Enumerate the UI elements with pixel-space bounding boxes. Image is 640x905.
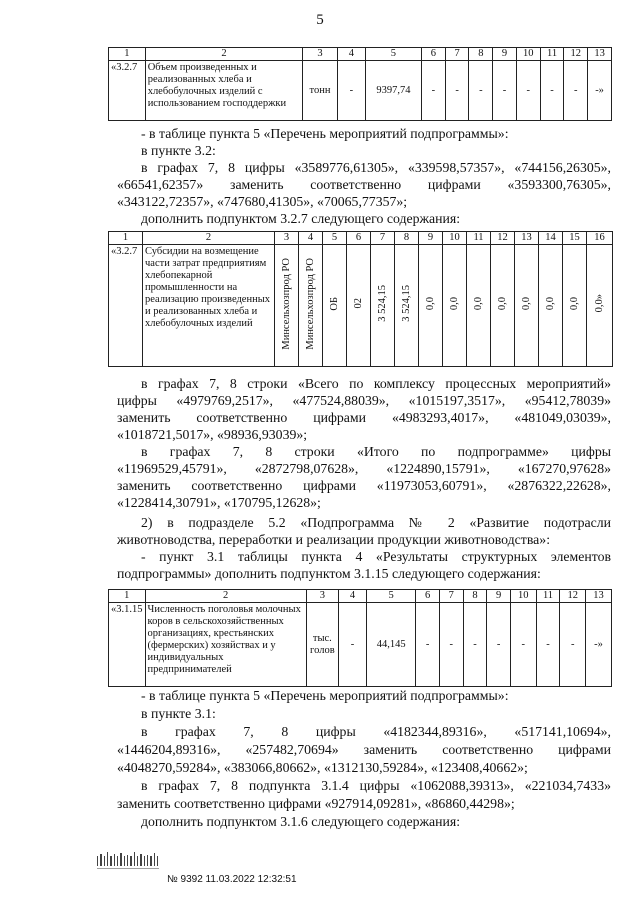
value-cell	[371, 245, 395, 367]
text-line: - в таблице пункта 5 «Перечень мероприятий подпрограммы»:	[141, 688, 509, 703]
cell: -	[337, 61, 365, 121]
executor-text: Минсельхозпрод РО	[280, 257, 292, 350]
header-cell: 9	[419, 232, 443, 245]
header-cell: 1	[109, 48, 146, 61]
table-header-row	[109, 590, 612, 603]
value-cell	[587, 245, 613, 367]
text-line: в графах 7, 8 строки «Итого по подпрограмме» цифры	[141, 444, 611, 459]
cell: -»	[586, 603, 612, 687]
header-cell: 13	[588, 48, 612, 61]
cell: -	[536, 603, 560, 687]
cell: -	[487, 603, 511, 687]
text-line: 2) в подразделе 5.2 «Подпрограмма № 2 «Развитие подотрасли	[141, 515, 611, 530]
header-cell: 8	[463, 590, 487, 603]
header-cell: 5	[323, 232, 347, 245]
cell: -	[416, 603, 440, 687]
text-line: заменить соответственно цифрами «927914,09281», «86860,44298»;	[117, 796, 515, 811]
text-line: «4048270,59284», «383066,80662», «1312130,59284», «123408,40662»;	[117, 760, 528, 775]
executor-cell	[275, 245, 299, 367]
header-cell: 2	[143, 232, 275, 245]
participant-cell	[299, 245, 323, 367]
value-cell	[515, 245, 539, 367]
cell: -	[564, 61, 588, 121]
value-cell	[443, 245, 467, 367]
text-line: «1228414,30791», «170795,12628»;	[117, 495, 321, 510]
value-cell	[539, 245, 563, 367]
row-name: Объем произведенных и реализованных хлеба и хлебобулочных изделий с использованием господдержки	[145, 61, 303, 121]
value-text: 0,0	[520, 296, 532, 311]
header-cell: 3	[303, 48, 338, 61]
table-header-row	[109, 232, 613, 245]
cell: -	[510, 603, 536, 687]
row-code: «3.1.15	[109, 603, 146, 687]
header-cell: 7	[439, 590, 463, 603]
value-text: 0,0	[424, 296, 436, 311]
source-cell	[323, 245, 347, 367]
measures-table-3-2-7	[108, 231, 613, 367]
results-table-3-2-7	[108, 47, 612, 121]
text-line: в графах 7, 8 цифры «4182344,89316», «517141,10694»,	[141, 724, 611, 739]
value-cell	[419, 245, 443, 367]
header-cell: 4	[299, 232, 323, 245]
header-cell: 7	[371, 232, 395, 245]
header-cell: 6	[416, 590, 440, 603]
text-line: заменить соответственно цифрами «4983293,4017», «481049,03039»,	[117, 410, 611, 425]
header-cell: 11	[536, 590, 560, 603]
text-line: дополнить подпунктом 3.2.7 следующего содержания:	[141, 211, 461, 226]
value-text: 3 524,15	[376, 285, 388, 322]
table-row	[109, 603, 612, 687]
text-line: - в таблице пункта 5 «Перечень мероприятий подпрограммы»:	[141, 126, 509, 141]
value-cell	[467, 245, 491, 367]
text-line: в графах 7, 8 строки «Всего по комплексу процессных мероприятий»	[141, 376, 611, 391]
text-line: «1018721,5017», «98936,93039»;	[117, 427, 308, 442]
table-row	[109, 61, 612, 121]
header-cell: 14	[539, 232, 563, 245]
header-cell: 13	[515, 232, 539, 245]
text-line: «1446204,89316», «257482,70694» заменить соответственно цифрами	[117, 742, 611, 757]
header-cell: 8	[395, 232, 419, 245]
header-cell: 9	[487, 590, 511, 603]
text-line: в графах 7, 8 цифры «3589776,61305», «339598,57357», «744156,26305»,	[141, 160, 611, 175]
header-cell: 9	[493, 48, 517, 61]
text-line: «343122,72357», «747680,41305», «70065,77357»;	[117, 194, 408, 209]
header-cell: 12	[491, 232, 515, 245]
value-text: 0,0	[472, 296, 484, 311]
value-text: 0,0	[544, 296, 556, 311]
header-cell: 13	[586, 590, 612, 603]
text-line: подпрограммы» дополнить подпунктом 3.1.15 следующего содержания:	[117, 566, 541, 581]
header-cell: 11	[540, 48, 564, 61]
text-line: «11969529,45791», «2872798,07628», «1224890,15791», «167270,97628»	[117, 461, 611, 476]
header-cell: 1	[109, 590, 146, 603]
header-cell: 6	[347, 232, 371, 245]
value-cell	[563, 245, 587, 367]
text-line: животноводства, переработки и реализации продукции животноводства»:	[117, 532, 551, 547]
header-cell: 5	[365, 48, 421, 61]
cell: -	[516, 61, 540, 121]
code-text: 02	[352, 298, 364, 309]
value-cell	[395, 245, 419, 367]
header-cell: 12	[564, 48, 588, 61]
header-cell: 11	[467, 232, 491, 245]
text-line: «66541,62357» заменить соответственно цифрами «3593300,76305»,	[117, 177, 611, 192]
text-line: в пункте 3.1:	[141, 706, 216, 721]
table-row	[109, 245, 613, 367]
cell: -	[439, 603, 463, 687]
source-text: ОБ	[328, 296, 340, 311]
value-text: 3 524,15	[400, 285, 412, 322]
participant-text: Минсельхозпрод РО	[304, 257, 316, 350]
cell: -	[338, 603, 366, 687]
value-text: 0,0	[568, 296, 580, 311]
row-name: Численность поголовья молочных коров в сельскохозяйственных организациях, крестьянских (фермерских) хозяйствах и у индивидуальных предпринимателей	[145, 603, 306, 687]
value-text: 0,0	[448, 296, 460, 311]
text-line: в пункте 3.2:	[141, 143, 216, 158]
cell: -	[493, 61, 517, 121]
row-code: «3.2.7	[109, 61, 146, 121]
header-cell: 5	[366, 590, 415, 603]
header-cell: 2	[145, 590, 306, 603]
header-cell: 16	[587, 232, 613, 245]
header-cell: 10	[443, 232, 467, 245]
text-line: дополнить подпунктом 3.1.6 следующего содержания:	[141, 814, 461, 829]
header-cell: 15	[563, 232, 587, 245]
cell: -	[560, 603, 586, 687]
row-value: 9397,74	[365, 61, 421, 121]
cell: -	[421, 61, 445, 121]
results-table-3-1-15	[108, 589, 612, 687]
header-cell: 10	[516, 48, 540, 61]
value-cell	[491, 245, 515, 367]
header-cell: 7	[445, 48, 469, 61]
document-registration-id: № 9392 11.03.2022 12:32:51	[167, 874, 297, 885]
row-unit: тонн	[303, 61, 338, 121]
value-text: 0,0»	[593, 294, 605, 313]
header-cell: 4	[337, 48, 365, 61]
cell: -	[463, 603, 487, 687]
header-cell: 8	[469, 48, 493, 61]
cell: -	[540, 61, 564, 121]
header-cell: 3	[306, 590, 338, 603]
header-cell: 3	[275, 232, 299, 245]
code-cell	[347, 245, 371, 367]
row-value: 44,145	[366, 603, 415, 687]
cell: -»	[588, 61, 612, 121]
text-line: - пункт 3.1 таблицы пункта 4 «Результаты структурных элементов	[141, 549, 611, 564]
text-line: цифры «4979769,2517», «477524,88039», «1015197,3517», «95412,78039»	[117, 393, 611, 408]
header-cell: 10	[510, 590, 536, 603]
cell: -	[469, 61, 493, 121]
table-header-row	[109, 48, 612, 61]
value-text: 0,0	[496, 296, 508, 311]
row-name: Субсидии на возмещение части затрат предприятиям хлебопекарной промышленности на реализацию произведенных и реализованных хлеба и хлебобулочных изделий	[143, 245, 275, 367]
header-cell: 1	[109, 232, 143, 245]
header-cell: 4	[338, 590, 366, 603]
text-line: в графах 7, 8 подпункта 3.1.4 цифры «1062088,39313», «221034,7433»	[141, 778, 611, 793]
text-line: заменить соответственно цифрами «11973053,60791», «2876322,22628»,	[117, 478, 611, 493]
cell: -	[445, 61, 469, 121]
row-unit: тыс. голов	[306, 603, 338, 687]
header-cell: 6	[421, 48, 445, 61]
row-code: «3.2.7	[109, 245, 143, 367]
page-number: 5	[316, 12, 324, 28]
header-cell: 12	[560, 590, 586, 603]
barcode-stamp-icon	[95, 846, 165, 874]
header-cell: 2	[145, 48, 303, 61]
